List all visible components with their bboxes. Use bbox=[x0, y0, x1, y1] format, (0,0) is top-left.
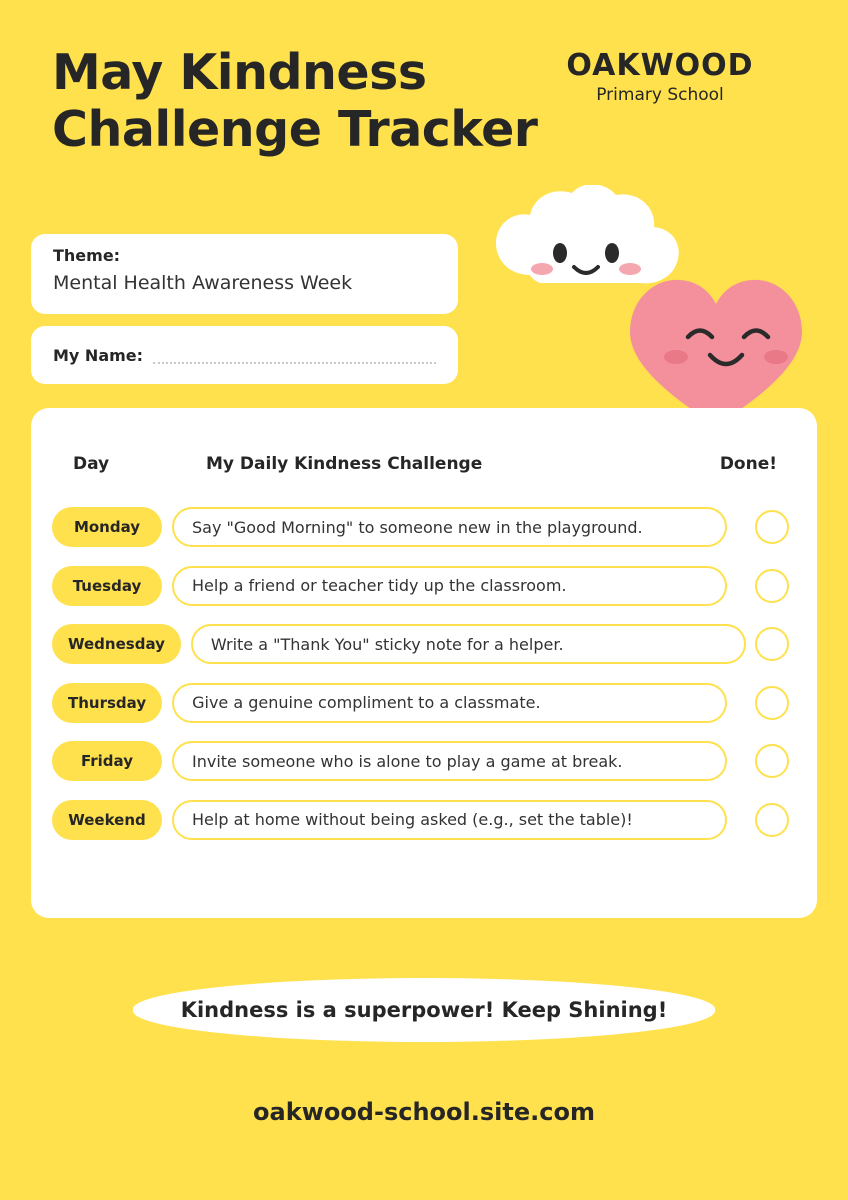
challenge-text: Say "Good Morning" to someone new in the playground. bbox=[172, 507, 727, 547]
motivation-ribbon bbox=[133, 978, 715, 1042]
header-day: Day bbox=[73, 454, 110, 474]
day-pill: Monday bbox=[52, 507, 162, 547]
done-checkbox[interactable] bbox=[755, 803, 789, 837]
day-pill: Thursday bbox=[52, 683, 162, 723]
done-checkbox[interactable] bbox=[755, 569, 789, 603]
table-header-row bbox=[31, 454, 817, 480]
theme-card bbox=[31, 234, 458, 314]
table-row bbox=[31, 732, 817, 791]
challenge-table-panel bbox=[31, 408, 817, 918]
mascot-illustration bbox=[470, 185, 830, 435]
school-brand bbox=[530, 50, 790, 105]
done-checkbox[interactable] bbox=[755, 627, 789, 661]
table-row bbox=[31, 674, 817, 733]
table-row bbox=[31, 791, 817, 850]
table-row bbox=[31, 498, 817, 557]
ribbon-text: Kindness is a superpower! Keep Shining! bbox=[180, 998, 668, 1022]
header-done: Done! bbox=[719, 454, 777, 474]
challenge-text: Help a friend or teacher tidy up the classroom. bbox=[172, 566, 727, 606]
table-row bbox=[31, 557, 817, 616]
smiling-cloud-icon bbox=[496, 185, 679, 283]
day-pill: Wednesday bbox=[52, 624, 181, 664]
challenge-text: Help at home without being asked (e.g., set the table)! bbox=[172, 800, 727, 840]
header-challenge: My Daily Kindness Challenge bbox=[206, 454, 483, 474]
brand-subtitle: Primary School bbox=[596, 84, 724, 105]
theme-label: Theme: bbox=[53, 246, 121, 265]
smiling-heart-icon bbox=[630, 280, 802, 426]
name-input-line[interactable] bbox=[153, 346, 436, 364]
challenge-text: Write a "Thank You" sticky note for a helper. bbox=[191, 624, 746, 664]
challenge-text: Give a genuine compliment to a classmate. bbox=[172, 683, 727, 723]
day-pill: Weekend bbox=[52, 800, 162, 840]
done-checkbox[interactable] bbox=[755, 510, 789, 544]
day-pill: Tuesday bbox=[52, 566, 162, 606]
page-title: May Kindness Challenge Tracker bbox=[52, 44, 538, 159]
theme-value: Mental Health Awareness Week bbox=[53, 272, 353, 294]
day-pill: Friday bbox=[52, 741, 162, 781]
table-body bbox=[31, 498, 817, 849]
brand-name: OAKWOOD bbox=[566, 48, 754, 83]
done-checkbox[interactable] bbox=[755, 686, 789, 720]
done-checkbox[interactable] bbox=[755, 744, 789, 778]
table-row bbox=[31, 615, 817, 674]
name-label: My Name: bbox=[53, 345, 144, 365]
website-url[interactable]: oakwood-school.site.com bbox=[253, 1098, 595, 1126]
name-card bbox=[31, 326, 458, 384]
challenge-text: Invite someone who is alone to play a game at break. bbox=[172, 741, 727, 781]
